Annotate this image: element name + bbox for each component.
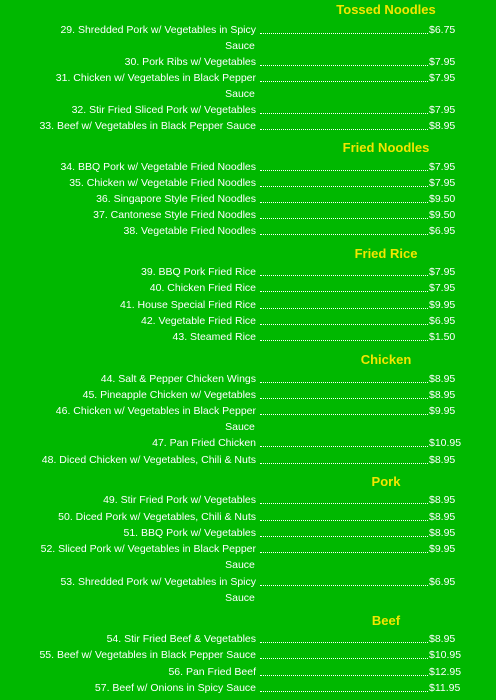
item-name: 47. Pan Fried Chicken [152,437,256,449]
item-name: 53. Shredded Pork w/ Vegetables in Spicy [60,576,256,588]
dot-leader [260,691,428,692]
dot-leader [260,202,428,203]
dot-leader [260,65,428,66]
item-price: $8.95 [429,511,456,523]
menu-item [0,403,496,433]
item-price: $9.95 [429,299,456,311]
dot-leader [260,234,428,235]
item-name: 45. Pineapple Chicken w/ Vegetables [82,389,256,401]
item-price: $8.95 [429,633,456,645]
dot-leader [260,340,428,341]
menu-item [0,159,496,175]
menu-item [0,329,496,345]
item-price: $6.75 [429,24,456,36]
item-name: 52. Sliced Pork w/ Vegetables in Black Pepper [40,543,256,555]
section-title-beef: Beef [371,613,401,628]
item-price: $8.95 [429,120,456,132]
item-name: 37. Cantonese Style Fried Noodles [93,209,256,221]
item-price: $9.50 [429,193,456,205]
menu-item [0,647,496,663]
item-name: 49. Stir Fried Pork w/ Vegetables [103,494,256,506]
item-price: $1.50 [429,331,456,343]
menu-item [0,371,496,387]
item-price: $9.95 [429,405,456,417]
menu-item [0,452,496,468]
dot-leader [260,170,428,171]
item-name-continued: Sauce [225,559,255,571]
item-name: 38. Vegetable Fried Noodles [123,225,256,237]
item-name: 42. Vegetable Fried Rice [141,315,256,327]
dot-leader [260,186,428,187]
item-name: 31. Chicken w/ Vegetables in Black Pepper [55,72,256,84]
item-name: 44. Salt & Pepper Chicken Wings [100,373,256,385]
menu-item [0,191,496,207]
item-price: $8.95 [429,527,456,539]
dot-leader [260,291,428,292]
dot-leader [260,398,428,399]
menu-item [0,313,496,329]
item-name: 30. Pork Ribs w/ Vegetables [124,56,256,68]
item-price: $6.95 [429,576,456,588]
item-price: $8.95 [429,389,456,401]
item-price: $7.95 [429,72,456,84]
dot-leader [260,33,428,34]
section-title-fried-noodles: Fried Noodles [342,140,430,155]
section-title-chicken: Chicken [360,352,412,367]
item-name-continued: Sauce [225,421,255,433]
item-name: 32. Stir Fried Sliced Pork w/ Vegetables [71,104,256,116]
dot-leader [260,520,428,521]
menu-item [0,387,496,403]
item-price: $10.95 [429,437,462,449]
dot-leader [260,414,428,415]
item-price: $8.95 [429,454,456,466]
menu-item [0,435,496,451]
menu-item [0,680,496,696]
item-price: $9.95 [429,543,456,555]
item-price: $9.50 [429,209,456,221]
dot-leader [260,129,428,130]
dot-leader [260,585,428,586]
menu-item [0,509,496,525]
item-price: $7.95 [429,282,456,294]
item-price: $8.95 [429,494,456,506]
item-name: 34. BBQ Pork w/ Vegetable Fried Noodles [60,161,256,173]
item-price: $8.95 [429,373,456,385]
item-name: 55. Beef w/ Vegetables in Black Pepper Sauce [39,649,256,661]
item-price: $7.95 [429,177,456,189]
dot-leader [260,642,428,643]
item-price: $12.95 [429,666,462,678]
menu-item [0,70,496,100]
item-name: 36. Singapore Style Fried Noodles [96,193,256,205]
menu-item [0,574,496,604]
item-name: 33. Beef w/ Vegetables in Black Pepper Sauce [39,120,256,132]
menu-item [0,280,496,296]
dot-leader [260,675,428,676]
item-price: $6.95 [429,225,456,237]
item-name: 54. Stir Fried Beef & Vegetables [106,633,256,645]
item-name: 56. Pan Fried Beef [168,666,256,678]
section-title-tossed-noodles: Tossed Noodles [336,2,436,17]
menu-item [0,492,496,508]
item-name: 57. Beef w/ Onions in Spicy Sauce [94,682,256,694]
menu-item [0,22,496,52]
menu-item [0,175,496,191]
dot-leader [260,463,428,464]
menu-item [0,54,496,70]
item-price: $11.95 [429,682,461,694]
dot-leader [260,275,428,276]
dot-leader [260,552,428,553]
item-price: $7.95 [429,56,456,68]
item-name: 40. Chicken Fried Rice [149,282,256,294]
dot-leader [260,382,428,383]
item-name-continued: Sauce [225,40,255,52]
item-price: $7.95 [429,161,456,173]
dot-leader [260,324,428,325]
dot-leader [260,81,428,82]
menu-item [0,631,496,647]
item-price: $7.95 [429,104,456,116]
menu-item [0,118,496,134]
dot-leader [260,446,428,447]
item-price: $6.95 [429,315,456,327]
menu-item [0,525,496,541]
dot-leader [260,536,428,537]
item-price: $10.95 [429,649,462,661]
item-name-continued: Sauce [225,592,255,604]
menu-item [0,207,496,223]
item-name: 43. Steamed Rice [172,331,256,343]
menu-item [0,541,496,571]
item-name: 48. Diced Chicken w/ Vegetables, Chili & Nuts [41,454,256,466]
item-name: 51. BBQ Pork w/ Vegetables [123,527,256,539]
dot-leader [260,658,428,659]
dot-leader [260,113,428,114]
menu-item [0,223,496,239]
item-name: 35. Chicken w/ Vegetable Fried Noodles [69,177,256,189]
section-title-fried-rice: Fried Rice [354,246,418,261]
item-name: 29. Shredded Pork w/ Vegetables in Spicy [60,24,256,36]
menu-item [0,664,496,680]
item-name: 50. Diced Pork w/ Vegetables, Chili & Nuts [58,511,256,523]
dot-leader [260,308,428,309]
menu-item [0,297,496,313]
item-name: 41. House Special Fried Rice [120,299,256,311]
dot-leader [260,503,428,504]
menu-item [0,264,496,280]
menu-item [0,102,496,118]
item-name: 39. BBQ Pork Fried Rice [141,266,256,278]
item-name: 46. Chicken w/ Vegetables in Black Pepper [55,405,256,417]
section-title-pork: Pork [371,474,401,489]
dot-leader [260,218,428,219]
item-name-continued: Sauce [225,88,255,100]
item-price: $7.95 [429,266,456,278]
